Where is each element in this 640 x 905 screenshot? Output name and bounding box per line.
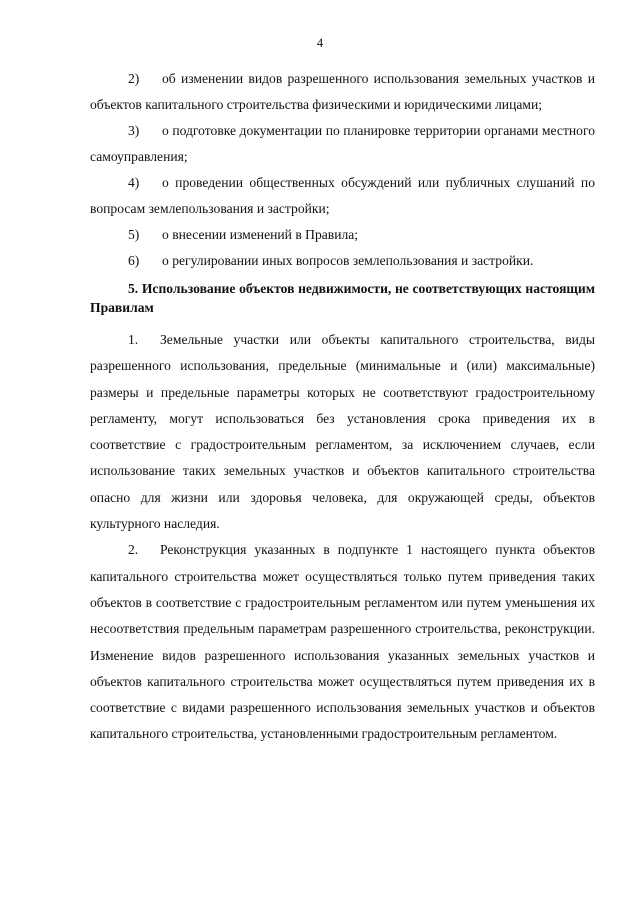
- list-item: [90, 222, 595, 248]
- spacer: [90, 317, 595, 327]
- paragraph: [90, 537, 595, 747]
- section-heading: 5. Использование объектов недвижимости, не соответствующих настоящим Правилам: [90, 281, 595, 315]
- page-content: [90, 66, 595, 748]
- list-item-number: 4): [128, 175, 140, 190]
- list-item-number: 5): [128, 227, 140, 242]
- list-item: [90, 118, 595, 170]
- list-item-text: о внесении изменений в Правила;: [162, 227, 359, 242]
- paragraph: [90, 327, 595, 537]
- page-number: 4: [316, 36, 324, 50]
- paragraph-number: 1.: [128, 332, 139, 347]
- list-item: [90, 66, 595, 118]
- list-item: [90, 170, 595, 222]
- paragraph-text: Реконструкция указанных в подпункте 1 настоящего пункта объектов капитального строительства может осуществляться только путем приведения таких объектов в соответствие с градостроительным регламентом или путем уменьшения их несоответствия предельным параметрам разрешенного строительства, реконструкции. Изменение видов разрешенного использования указанных земельных участков и объектов капитального строительства может осуществляться путем приведения их в соответствие с видами разрешенного использования земельных участков и объектов капитального строительства, установленными градостроительным регламентом.: [90, 542, 595, 742]
- list-item-number: 2): [128, 71, 140, 86]
- paragraph-number: 2.: [128, 542, 139, 558]
- list-item-text: о подготовке документации по планировке территории органами местного самоуправления;: [90, 123, 595, 164]
- paragraph-text: Земельные участки или объекты капитального строительства, виды разрешенного использования, предельные (минимальные и (или) максимальные) размеры и предельные параметры которых не соответствуют градостроительному регламенту, могут использоваться без установления срока приведения их в соответствие с градостроительным регламентом, за исключением случаев, если использование таких земельных участков и объектов капитального строительства опасно для жизни или здоровья человека, для окружающей среды, объектов культурного наследия.: [90, 332, 595, 532]
- list-item-text: о проведении общественных обсуждений или публичных слушаний по вопросам землепользования и застройки;: [90, 175, 595, 216]
- list-item: [90, 248, 595, 274]
- list-item-text: о регулировании иных вопросов землепользования и застройки.: [162, 253, 534, 268]
- list-item-number: 6): [128, 253, 140, 268]
- list-item-number: 3): [128, 123, 140, 138]
- list-item-text: об изменении видов разрешенного использования земельных участков и объектов капитального строительства физическими и юридическими лицами;: [90, 71, 595, 112]
